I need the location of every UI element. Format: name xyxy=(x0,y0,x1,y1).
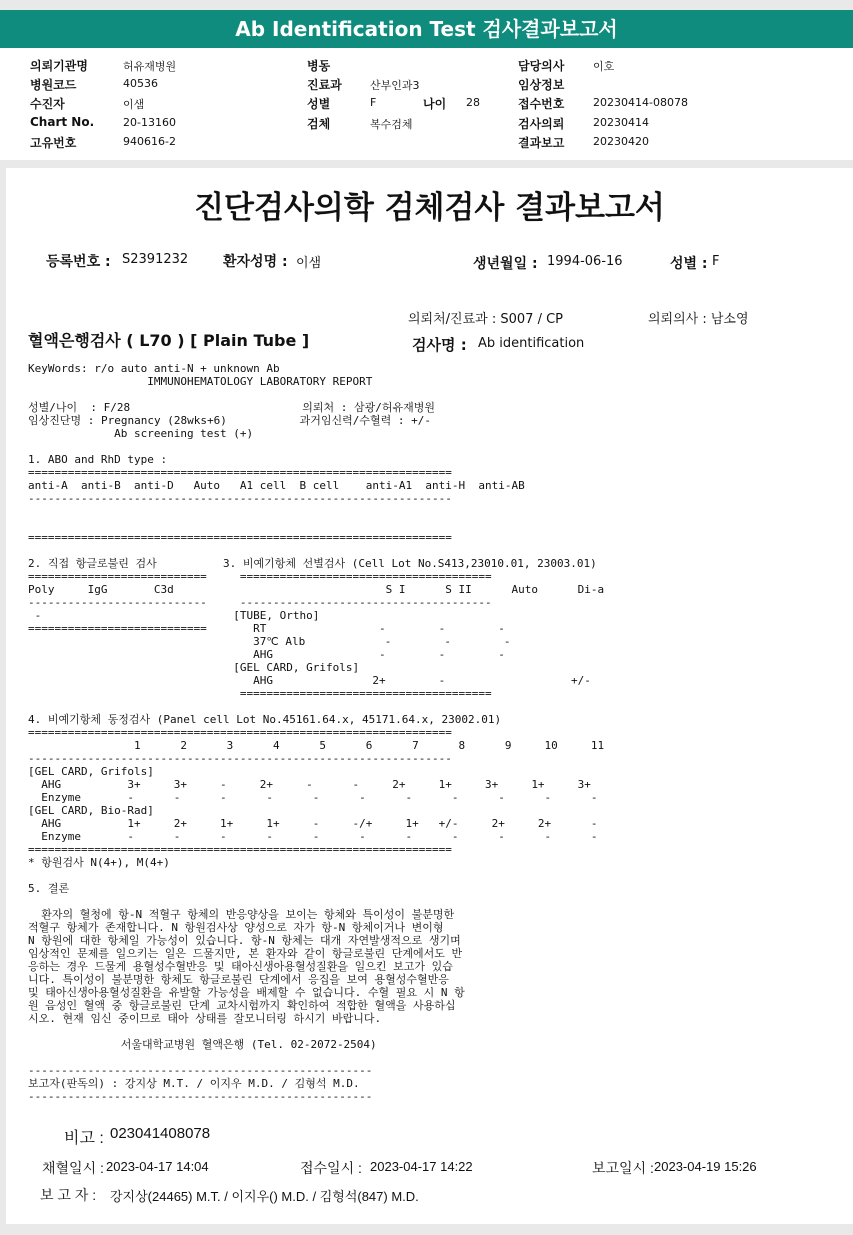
info-value: F xyxy=(370,96,377,109)
report-line: --------------------------- -------------------------------------- xyxy=(28,596,492,609)
receive-label: 접수일시 : xyxy=(300,1160,362,1176)
report-line: 응하는 경우 드물게 용혈성수혈반응 및 태아신생아용혈성질환을 일으킨 보고가 있습 xyxy=(28,960,453,973)
reg-value: S2391232 xyxy=(122,252,189,267)
report-line: 2. 직접 항글로불린 검사 3. 비예기항체 선별검사 (Cell Lot No.S413,23010.01, 23003.01) xyxy=(28,557,597,570)
report-line: [GEL CARD, Grifols] xyxy=(28,765,154,778)
report-line: Enzyme - - - - - - - - - - - xyxy=(28,830,598,843)
collect-value: 2023-04-17 14:04 xyxy=(106,1159,209,1174)
collect-label: 채혈일시 : xyxy=(42,1160,104,1176)
report-line: =========================== RT - - - xyxy=(28,622,505,635)
report-line: 임상적인 문제를 일으키는 일은 드물지만, 본 환자와 같이 항글로불린 단계에서도 반 xyxy=(28,947,463,960)
report-body xyxy=(28,362,838,1103)
report-line: 서울대학교병원 혈액은행 (Tel. 02-2072-2504) xyxy=(28,1038,377,1051)
info-label: 고유번호 xyxy=(30,136,77,150)
info-label: 의뢰기관명 xyxy=(30,59,88,73)
report-line: AHG - - - xyxy=(28,648,505,661)
report-line xyxy=(28,518,838,531)
report-line: [GEL CARD, Grifols] xyxy=(28,661,360,674)
report-line: 니다. 특이성이 불분명한 항체도 항글로불린 단계에서 응집을 보여 용혈성수혈반응 xyxy=(28,973,449,986)
info-label: 결과보고 xyxy=(518,136,565,150)
report-line xyxy=(28,440,838,453)
report-line: ================================================================ xyxy=(28,843,452,856)
report-line: =========================== ====================================== xyxy=(28,570,492,583)
info-label: 수진자 xyxy=(30,97,65,111)
report-line: anti-A anti-B anti-D Auto A1 cell B cell anti-A1 anti-H anti-AB xyxy=(28,479,525,492)
header-info-panel xyxy=(0,48,853,160)
report-line xyxy=(28,505,838,518)
info-value: 허유재병원 xyxy=(123,60,177,73)
report-line: 4. 비예기항체 동정검사 (Panel cell Lot No.45161.64.x, 45171.64.x, 23002.01) xyxy=(28,713,502,726)
report-line: Enzyme - - - - - - - - - - - xyxy=(28,791,598,804)
info-value: 이호 xyxy=(593,60,615,73)
report-line xyxy=(28,1051,838,1064)
section-title: 혈액은행검사 ( L70 ) [ Plain Tube ] xyxy=(28,331,310,350)
report-line: Ab screening test (+) xyxy=(28,427,254,440)
receive-value: 2023-04-17 14:22 xyxy=(370,1159,473,1174)
report-line: 보고자(판독의) : 강지상 M.T. / 이지우 M.D. / 김형석 M.D. xyxy=(28,1077,360,1090)
report-line: ---------------------------------------------------- xyxy=(28,1090,373,1103)
info-value: 이샘 xyxy=(123,98,145,111)
report-line: 시오. 현재 임신 중이므로 태아 상태를 잘모니터링 하시기 바랍니다. xyxy=(28,1012,382,1025)
report-line: 37℃ Alb - - - xyxy=(28,635,511,648)
age-value: 28 xyxy=(466,96,480,109)
report-line xyxy=(28,388,838,401)
report-line: ================================================================ xyxy=(28,531,452,544)
reg-label: 등록번호 : xyxy=(46,254,111,270)
report-line xyxy=(28,700,838,713)
report-sheet xyxy=(6,168,853,1224)
report-line: ---------------------------------------------------------------- xyxy=(28,492,452,505)
info-value: 20230414-08078 xyxy=(593,96,688,109)
patient-label: 환자성명 : xyxy=(223,254,288,270)
info-label: 병동 xyxy=(307,59,331,73)
info-label: 접수번호 xyxy=(518,97,565,111)
report-line: 및 태아신생아용혈성질환을 유발할 가능성을 배제할 수 없습니다. 수혈 필요 시 N 항 xyxy=(28,986,465,999)
report-line xyxy=(28,895,838,908)
report-line: ====================================== xyxy=(28,687,492,700)
patient-value: 이샘 xyxy=(296,256,322,271)
report-line xyxy=(28,1025,838,1038)
report-line xyxy=(28,544,838,557)
report-line: - [TUBE, Ortho] xyxy=(28,609,320,622)
report-line: KeyWords: r/o auto anti-N + unknown Ab xyxy=(28,362,280,375)
report-line: ---------------------------------------------------------------- xyxy=(28,752,452,765)
reporter-label: 보 고 자 : xyxy=(40,1187,97,1203)
report-line: 적혈구 항체가 존재합니다. N 항원검사상 양성으로 자가 항-N 항체이거나 변이형 xyxy=(28,921,444,934)
info-value: 40536 xyxy=(123,77,158,90)
dept-line: 의뢰처/진료과 : S007 / CP xyxy=(408,312,563,327)
report-line: AHG 3+ 3+ - 2+ - - 2+ 1+ 3+ 1+ 3+ xyxy=(28,778,591,791)
info-value: 20-13160 xyxy=(123,116,176,129)
report-line: 5. 결론 xyxy=(28,882,70,895)
info-label: Chart No. xyxy=(30,115,95,129)
info-label: 진료과 xyxy=(307,78,342,92)
report-line: ================================================================ xyxy=(28,726,452,739)
info-value: 20230414 xyxy=(593,116,649,129)
sex-value: F xyxy=(712,254,720,269)
info-value: 복수검체 xyxy=(370,118,413,131)
doctor-line: 의뢰의사 : 남소영 xyxy=(648,312,749,327)
report-line: AHG 2+ - +/- xyxy=(28,674,591,687)
report-line: 임상진단명 : Pregnancy (28wks+6) 과거임신력/수혈력 : +/- xyxy=(28,414,432,427)
sex-label: 성별 : xyxy=(670,256,708,272)
info-label: 담당의사 xyxy=(518,59,565,73)
report-line: * 항원검사 N(4+), M(4+) xyxy=(28,856,170,869)
report-time-value: 2023-04-19 15:26 xyxy=(654,1159,757,1174)
info-label: 검사의뢰 xyxy=(518,117,565,131)
info-value: 940616-2 xyxy=(123,135,176,148)
age-label: 나이 xyxy=(423,97,447,111)
report-title: 진단검사의학 검체검사 결과보고서 xyxy=(194,190,665,226)
info-label: 임상정보 xyxy=(518,78,565,92)
report-line: [GEL CARD, Bio-Rad] xyxy=(28,804,154,817)
report-line: 성별/나이 : F/28 의뢰처 : 삼광/허유재병원 xyxy=(28,401,436,414)
info-label: 성별 xyxy=(307,97,331,111)
report-line: 환자의 혈청에 항-N 적혈구 항체의 반응양상을 보이는 항체와 특이성이 불분명한 xyxy=(28,908,455,921)
info-value: 산부인과3 xyxy=(370,79,420,92)
report-line: ================================================================ xyxy=(28,466,452,479)
page-banner: Ab Identification Test 검사결과보고서 xyxy=(0,10,853,48)
note-label: 비고 : xyxy=(64,1130,104,1147)
report-line: 원 음성인 혈액 중 항글로불린 단계 교차시험까지 확인하여 적합한 혈액을 사용하십 xyxy=(28,999,456,1012)
report-line: 1 2 3 4 5 6 7 8 9 10 11 xyxy=(28,739,605,752)
note-value: 023041408078 xyxy=(110,1125,211,1142)
report-line: ---------------------------------------------------- xyxy=(28,1064,373,1077)
report-line: 1. ABO and RhD type : xyxy=(28,453,168,466)
test-value: Ab identification xyxy=(478,336,585,351)
dob-value: 1994-06-16 xyxy=(547,254,623,269)
report-line: IMMUNOHEMATOLOGY LABORATORY REPORT xyxy=(28,375,373,388)
info-label: 검체 xyxy=(307,117,331,131)
info-label: 병원코드 xyxy=(30,78,77,92)
report-line: Poly IgG C3d S I S II Auto Di-a xyxy=(28,583,605,596)
test-label: 검사명 : xyxy=(412,336,467,354)
report-line: AHG 1+ 2+ 1+ 1+ - -/+ 1+ +/- 2+ 2+ - xyxy=(28,817,598,830)
dob-label: 생년월일 : xyxy=(473,256,538,272)
report-line: N 항원에 대한 항체일 가능성이 있습니다. 항-N 항체는 대개 자연발생적으로 생기며 xyxy=(28,934,461,947)
report-line xyxy=(28,869,838,882)
info-value: 20230420 xyxy=(593,135,649,148)
report-time-label: 보고일시 : xyxy=(592,1160,654,1176)
reporter-value: 강지상(24465) M.T. / 이지우() M.D. / 김형석(847) M.D. xyxy=(110,1189,419,1204)
